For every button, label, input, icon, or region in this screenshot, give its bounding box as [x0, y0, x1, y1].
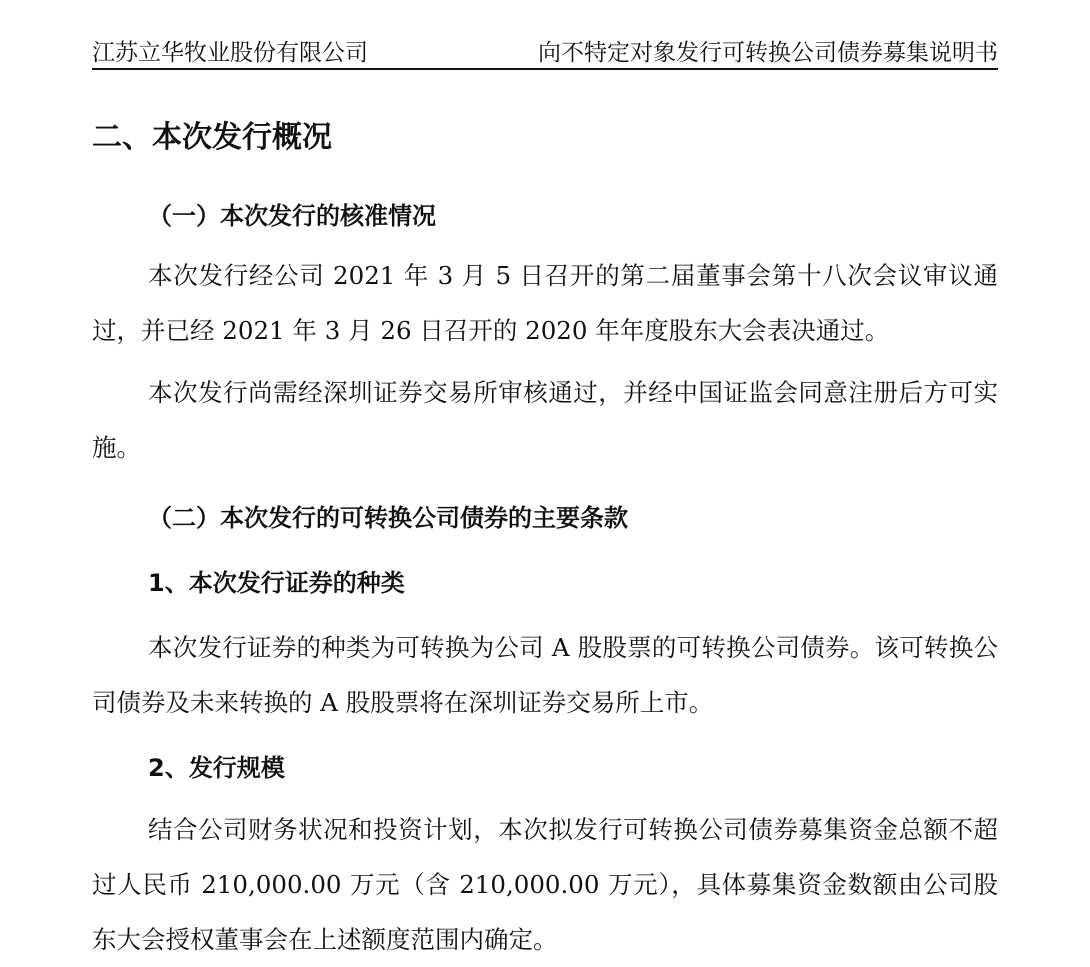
- item-title-security-type: 1、本次发行证券的种类: [148, 569, 405, 597]
- header-document-title: 向不特定对象发行可转换公司债券募集说明书: [538, 40, 998, 66]
- item-title-issue-size: 2、发行规模: [148, 754, 285, 782]
- section-title: 二、本次发行概况: [92, 120, 332, 155]
- paragraph-approval-pending: 本次发行尚需经深圳证券交易所审核通过，并经中国证监会同意注册后方可实施。: [92, 378, 998, 462]
- subsection-title-main-terms: （二）本次发行的可转换公司债券的主要条款: [148, 504, 628, 532]
- paragraph-security-type: 本次发行证券的种类为可转换为公司 A 股股票的可转换公司债券。该可转换公司债券及未来转换的 A 股股票将在深圳证券交易所上市。: [92, 633, 998, 717]
- subsection-title-approval: （一）本次发行的核准情况: [148, 202, 436, 230]
- paragraph-approval-board: 本次发行经公司 2021 年 3 月 5 日召开的第二届董事会第十八次会议审议通过，并已经 2021 年 3 月 26 日召开的 2020 年年度股东大会表决通过。: [92, 261, 998, 345]
- page-header: [92, 30, 998, 70]
- paragraph-issue-size: 结合公司财务状况和投资计划，本次拟发行可转换公司债券募集资金总额不超过人民币 210,000.00 万元（含 210,000.00 万元），具体募集资金数额由公司股东大会授权董事会在上述额度范围内确定。: [92, 815, 998, 954]
- header-company-name: 江苏立华牧业股份有限公司: [92, 40, 368, 66]
